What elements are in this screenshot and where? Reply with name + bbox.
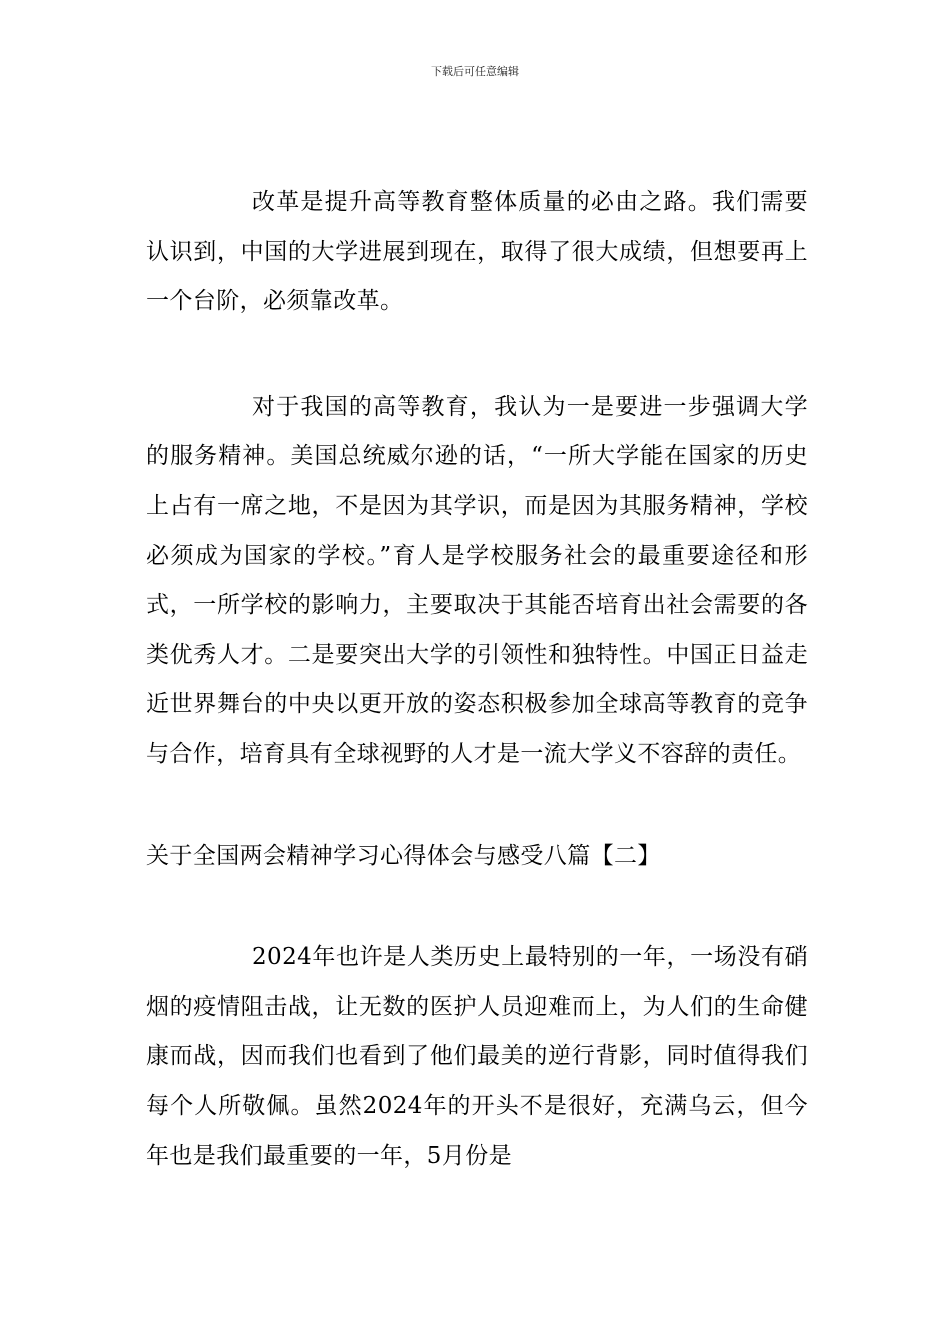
paragraph-reform: 改革是提升高等教育整体质量的必由之路。我们需要认识到，中国的大学进展到现在，取得了很大成绩，但想要再上一个台阶，必须靠改革。 — [146, 189, 808, 315]
section-title: 关于全国两会精神学习心得体会与感受八篇【二】 — [146, 842, 661, 869]
paragraph-higher-education: 对于我国的高等教育，我认为一是要进一步强调大学的服务精神。美国总统威尔逊的话，“一所大学能在国家的历史上占有一席之地，不是因为其学识，而是因为其服务精神，学校必须成为国家的学校。”育人是学校服务社会的最重要途径和形式，一所学校的影响力，主要取决于其能否培育出社会需要的各类优秀人才。二是要突出大学的引领性和独特性。中国正日益走近世界舞台的中央以更开放的姿态积极参加全球高等教育的竞争与合作，培育具有全球视野的人才是一流大学义不容辞的责任。 — [146, 393, 808, 767]
paragraph-2024: 2024年也许是人类历史上最特别的一年，一场没有硝烟的疫情阻击战，让无数的医护人员迎难而上，为人们的生命健康而战，因而我们也看到了他们最美的逆行背影，同时值得我们每个人所敬佩。虽然2024年的开头不是很好，充满乌云，但今年也是我们最重要的一年，5月份是 — [146, 944, 808, 1169]
page-header: 下载后可任意编辑 — [431, 65, 519, 78]
document-body — [146, 178, 808, 1181]
